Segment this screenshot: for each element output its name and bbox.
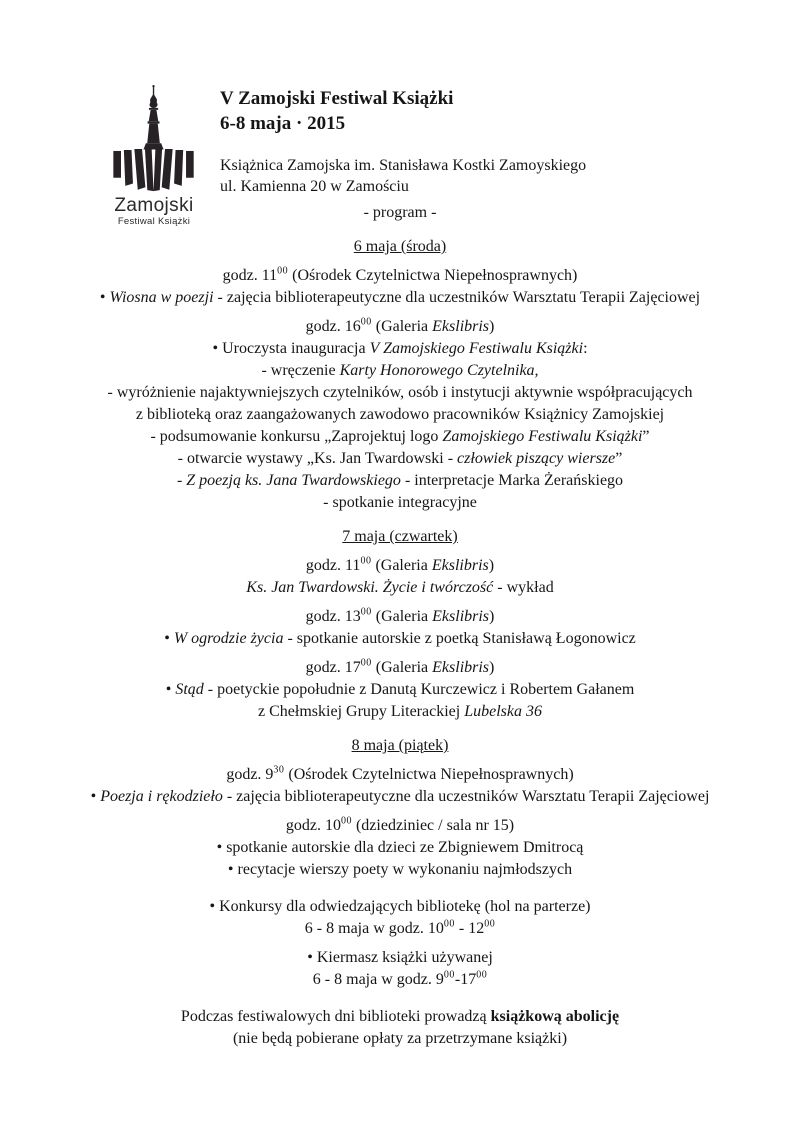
- document-title: V Zamojski Festiwal Książki: [220, 88, 454, 109]
- festival-logo: [100, 84, 208, 228]
- program-line: godz. $16^{00}$ (Galeria Ekslibris): [305, 316, 495, 335]
- program-line: • Uroczysta inauguracja V Zamojskiego Festiwalu Książki:: [212, 340, 588, 357]
- program-line: - Z poezją ks. Jana Twardowskiego - interpretacje Marka Żerańskiego: [176, 472, 624, 489]
- program-paragraph: [30, 265, 770, 309]
- program-line: 6 - 8 maja w godz. $9^{00}-17^{00}$: [312, 969, 488, 988]
- tower-over-open-book-icon: [100, 84, 208, 194]
- program-paragraph: [30, 316, 770, 514]
- program-paragraph: [30, 815, 770, 881]
- program-line: - otwarcie wystawy „Ks. Jan Twardowski - człowiek piszący wiersze”: [177, 450, 623, 467]
- program-line: • recytacje wierszy poety w wykonaniu najmłodszych: [227, 861, 573, 878]
- program-line: - wręczenie Karty Honorowego Czytelnika,: [261, 362, 539, 379]
- program-line: • W ogrodzie życia - spotkanie autorskie z poetką Stanisławą Łogonowicz: [164, 630, 636, 647]
- program-line: - podsumowanie konkursu „Zaprojektuj logo Zamojskiego Festiwalu Książki”: [150, 428, 650, 445]
- day-heading: 7 maja (czwartek): [342, 528, 458, 545]
- program-line: • Kiermasz książki używanej: [307, 949, 493, 966]
- program-line: • spotkanie autorskie dla dzieci ze Zbigniewem Dmitrocą: [216, 839, 584, 856]
- program-sections: [30, 236, 770, 991]
- program-line: z Chełmskiej Grupy Literackiej Lubelska 36: [258, 703, 542, 720]
- organizer-name: Książnica Zamojska im. Stanisława Kostki Zamoyskiego: [220, 157, 587, 174]
- program-line: godz. $17^{00}$ (Galeria Ekslibris): [305, 657, 495, 676]
- day-section: [30, 526, 770, 723]
- program-line: (nie będą pobierane opłaty za przetrzymane książki): [232, 1030, 568, 1047]
- day-heading: 8 maja (piątek): [351, 737, 449, 754]
- logo-wordmark: Zamojski: [114, 195, 194, 216]
- program-paragraph: [30, 764, 770, 808]
- program-line: 6 - 8 maja w godz. $10^{00} - 12^{00}$: [304, 918, 496, 937]
- day-heading: 6 maja (środa): [353, 238, 447, 255]
- program-paragraph: [30, 896, 770, 940]
- program-line: z biblioteką oraz zaangażowanych zawodowo pracowników Książnicy Zamojskiej: [135, 406, 665, 423]
- program-paragraph: [30, 657, 770, 723]
- program-paragraph: [30, 555, 770, 599]
- program-paragraph: [30, 947, 770, 991]
- document-header: [220, 84, 586, 197]
- program-line: • Poezja i rękodzieło - zajęcia biblioterapeutyczne dla uczestników Warsztatu Terapii Zajęciowej: [90, 788, 710, 805]
- program-line: godz. $10^{00}$ (dziedziniec / sala nr 15): [285, 815, 515, 834]
- organizer-block: [220, 155, 586, 197]
- program-paragraph: [30, 606, 770, 650]
- program-line: Ks. Jan Twardowski. Życie i twórczość - wykład: [246, 579, 554, 596]
- program-line: • Wiosna w poezji - zajęcia biblioterapeutyczne dla uczestników Warsztatu Terapii Zajęciowej: [99, 289, 701, 306]
- program-line: • Konkursy dla odwiedzających bibliotekę (hol na parterze): [209, 898, 591, 915]
- program-line: • Stąd - poetyckie popołudnie z Danutą Kurczewicz i Robertem Gałanem: [165, 681, 635, 698]
- program-line: godz. $11^{00}$ (Ośrodek Czytelnictwa Niepełnosprawnych): [222, 265, 578, 284]
- program-label: - program -: [363, 204, 437, 221]
- organizer-address: ul. Kamienna 20 w Zamościu: [220, 178, 409, 195]
- festival-footer: [30, 1006, 770, 1050]
- program-line: Podczas festiwalowych dni biblioteki prowadzą książkową abolicję: [180, 1008, 620, 1025]
- program-line: - spotkanie integracyjne: [323, 494, 477, 511]
- day-section: [30, 236, 770, 514]
- day-section: [30, 735, 770, 991]
- document-date: 6-8 maja · 2015: [220, 113, 346, 134]
- program-line: godz. $9^{30}$ (Ośrodek Czytelnictwa Niepełnosprawnych): [226, 764, 574, 783]
- program-line: - wyróżnienie najaktywniejszych czytelników, osób i instytucji aktywnie współpracujących: [107, 384, 693, 401]
- program-line: godz. $13^{00}$ (Galeria Ekslibris): [305, 606, 495, 625]
- program-line: godz. $11^{00}$ (Galeria Ekslibris): [305, 555, 495, 574]
- logo-subtitle: Festiwal Książki: [117, 216, 191, 227]
